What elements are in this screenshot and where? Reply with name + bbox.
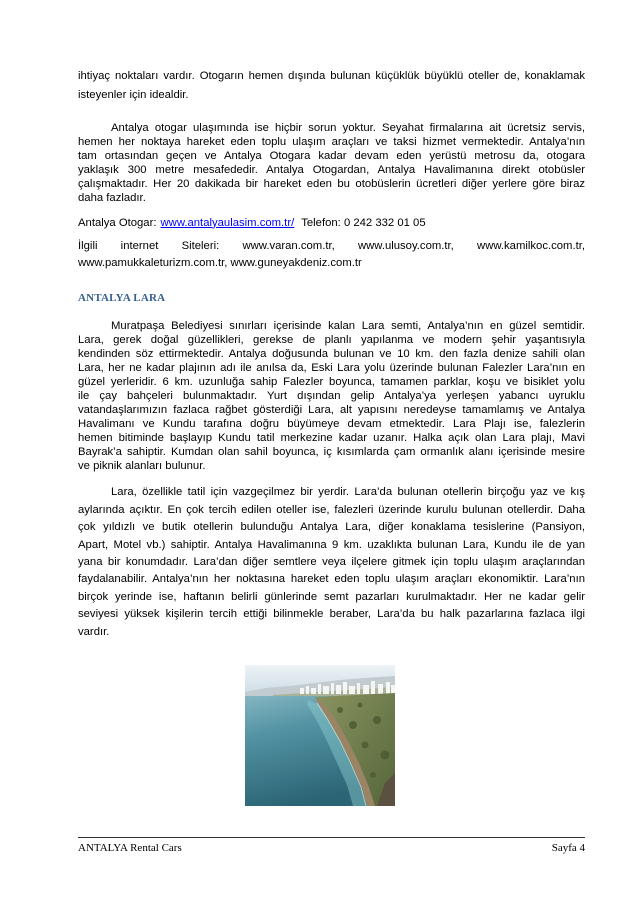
text-line: çalışmaktadır. Her 20 dakikada bir hareket eden bu otobüslerin ücretleri diğer yerlere göre biraz	[78, 178, 585, 191]
text-line: ile çay bahçeleri bulunmaktadır. Yurt dışından gelip Antalya’ya yerleşen yabancı uyruklu	[78, 390, 585, 403]
text-line: ve piknik alanları bulunur.	[78, 460, 206, 473]
text-line: tam ortasından geçen ve Antalya Otogara kadar devam eden yerüstü metrosu da, otogara	[78, 150, 585, 163]
footer-divider	[78, 837, 585, 838]
text-line: aylarında açıktır. En çok tercih edilen oteller ise, falezleri üzerinde kurulu bulunan otellerdir. Daha	[78, 503, 585, 516]
text-line: Bayrak’a sahiptir. Kumdan olan sahil boyunca, iç kısımlarda çam ormanlık alanı içerisinde mesire	[78, 446, 585, 459]
lara-paragraph-1	[78, 319, 585, 474]
text-line: vardır.	[78, 625, 110, 638]
text-line: ihtiyaç noktaları vardır. Otogarın hemen dışında bulunan küçüklük büyüklü oteller de, konaklamak	[78, 69, 585, 82]
coastline-photo-image	[245, 665, 395, 806]
text-line: İlgili internet Siteleri: www.varan.com.tr, www.ulusoy.com.tr, www.kamilkoc.com.tr,	[78, 239, 585, 252]
contact-phone: Telefon: 0 242 332 01 05	[301, 216, 426, 229]
text-line: Apart, Motel vb.) sahiptir. Antalya Havalimanına 9 km. uzaklıkta bulunan Lara, Kundu ile de yan	[78, 538, 585, 551]
text-line: seviyesi yüksek kişilerin tercih ettiği bilinmekle beraber, Lara’da bu halk pazarlarına fazlaca ilgi	[78, 608, 585, 621]
otogar-contact-line	[78, 215, 585, 232]
otogar-website-link[interactable]: www.antalyaulasim.com.tr/	[160, 216, 295, 229]
text-line: Lara, özellikle tatil için vazgeçilmez bir yerdir. Lara’da bulunan otellerin birçoğu yaz ve kış	[111, 486, 585, 499]
text-line: birçok yerinde ise, haftanın belirli günlerinde semt pazarları kurulmaktadır. Her ne kadar gelir	[78, 590, 585, 603]
text-line: kendinden söz ettirmektedir. Antalya doğusunda bulunan ve 10 km. den fazla denize sahili olan	[78, 348, 585, 361]
section-heading: ANTALYA LARA	[78, 292, 166, 304]
text-line: faydalanabilir. Antalya’nın her noktasına hareket eden toplu ulaşım araçları ekonomiktir. Lara’nın	[78, 573, 585, 586]
contact-label: Antalya Otogar:	[78, 216, 157, 229]
text-line: Muratpaşa Belediyesi sınırları içerisinde kalan Lara semti, Antalya’nın en güzel semtidir.	[111, 320, 585, 332]
otogar-transport-paragraph	[78, 121, 585, 206]
text-line: hemen bitiminde başlayıp Kundu tatil merkezine kadar uzanır. Halka açık olan Lara plajı, Mavi	[78, 432, 585, 445]
text-line: Lara, gerek doğal güzellikleri, gerekse de planlı yapılanma ve modern şehir yaşantısıyla	[78, 334, 585, 347]
footer-title: ANTALYA Rental Cars	[78, 842, 182, 854]
coastline-photo	[245, 665, 395, 806]
text-line: Antalya otogar ulaşımında ise hiçbir sorun yoktur. Seyahat firmalarına ait ücretsiz servis,	[111, 122, 585, 134]
text-line: çok yıldızlı ve butik otellerin bulunduğu Antalya Lara, diğer konaklama tesislerine (Pansiyon,	[78, 521, 585, 534]
text-line: yana bir konumdadır. Lara’dan diğer semtlere veya ilçelere gitmek için toplu ulaşım araçlarından	[78, 555, 585, 568]
text-line: vatandaşlarımızın fazlaca rağbet gösterdiği Lara, alt yapısını neredeyse tamamlamış ve Antalya	[78, 404, 585, 417]
text-line: www.pamukkaleturizm.com.tr, www.guneyakdeniz.com.tr	[78, 256, 362, 269]
lara-paragraph-2	[78, 484, 585, 641]
text-line: Havalimanı ve Kundu tarafına doğru büyümeye devam etmektedir. Lara Plajı ise, falezlerin	[78, 418, 585, 431]
intro-paragraph	[78, 67, 585, 105]
text-line: hemen her noktaya hareket eden toplu ulaşım araçları ve taksi hizmet vermektedir. Antalya’nın	[78, 136, 585, 149]
text-line: güzel yerleridir. 6 km. uzunluğa sahip Falezler boyunca, tamamen parklar, koşu ve bisiklet yolu	[78, 376, 585, 389]
text-line: yaklaşık 300 metre mesafededir. Antalya Otogardan, Antalya Havalimanına direkt otobüsler	[78, 164, 585, 177]
text-line: isteyenler için idealdir.	[78, 88, 189, 101]
related-sites-paragraph	[78, 238, 585, 272]
text-line: Lara, her ne kadar plajının adı ile anılsa da, Eski Lara yolu üzerinde bulunan Falezler Lara’nın en	[78, 362, 585, 375]
page-number: Sayfa 4	[551, 842, 585, 854]
text-line: daha fazladır.	[78, 192, 146, 205]
